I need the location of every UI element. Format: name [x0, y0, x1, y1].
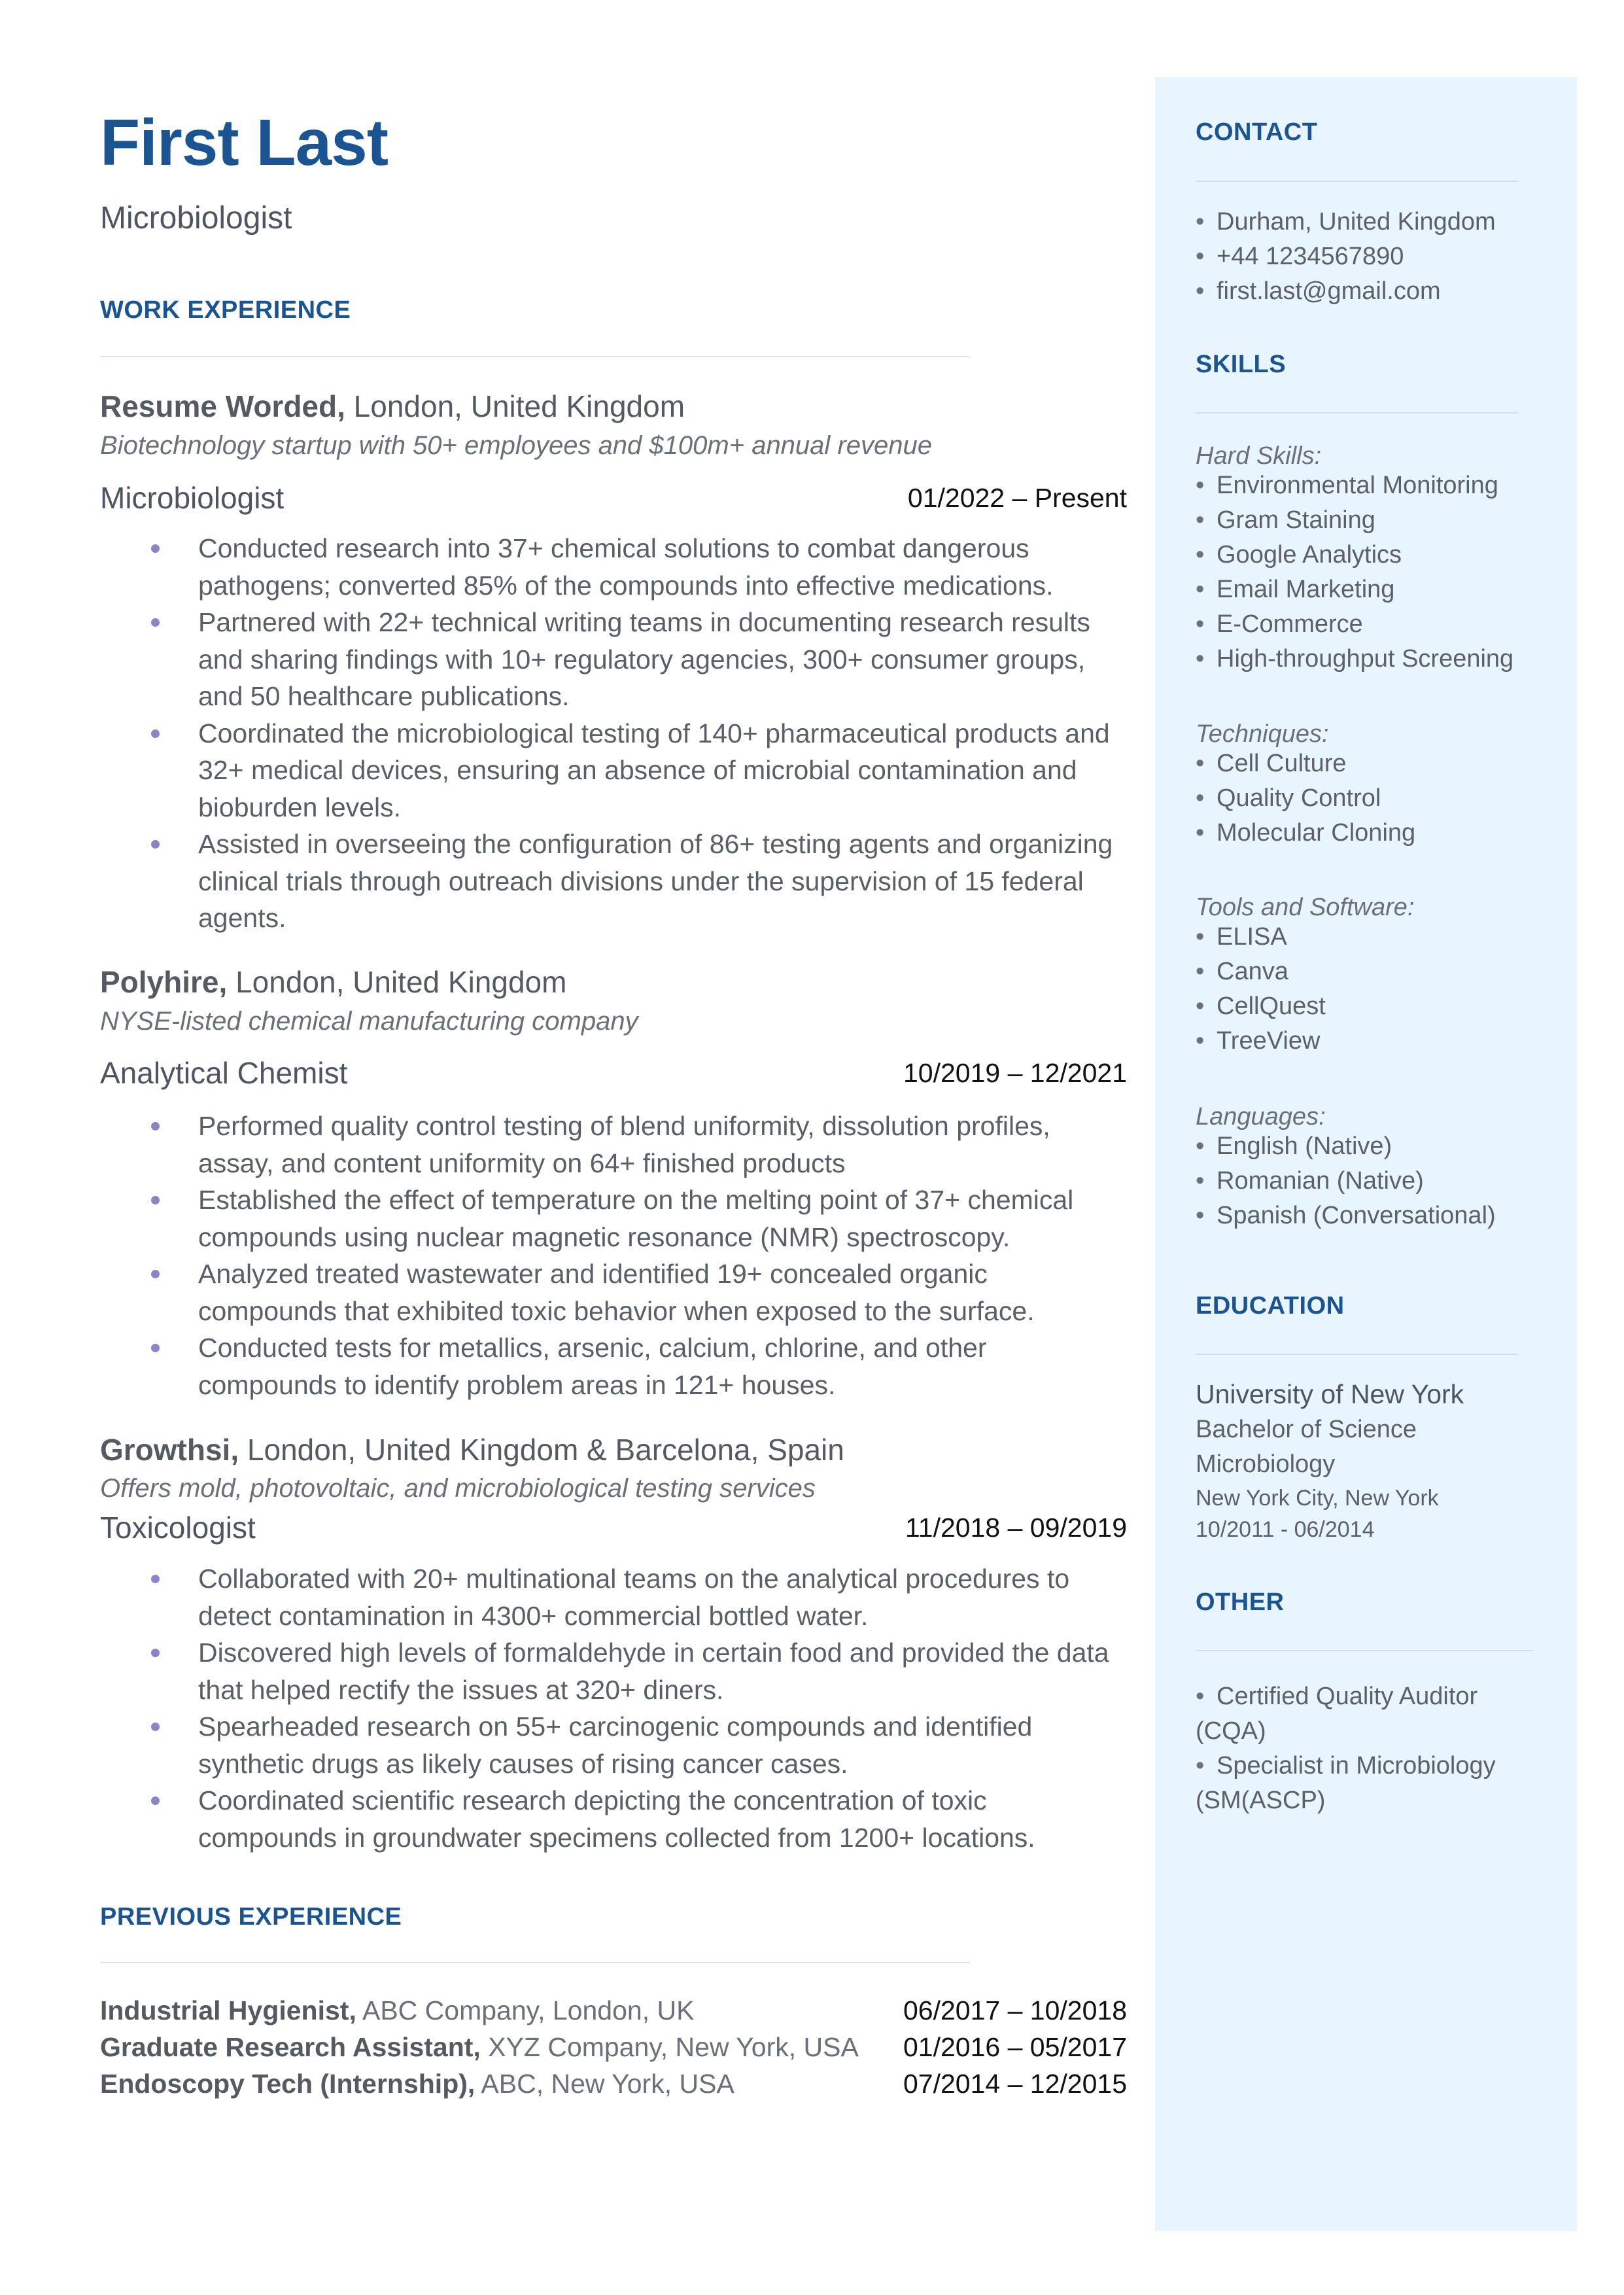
skill-list — [1196, 746, 1415, 850]
list-item: Performed quality control testing of blend uniformity, dissolution profiles, assay, and content uniformity on 64+ finished products — [100, 1108, 1127, 1182]
list-item: Analyzed treated wastewater and identified 19+ concealed organic compounds that exhibited toxic behavior when exposed to the surface. — [100, 1255, 1127, 1329]
company-name: Growthsi, — [100, 1433, 239, 1467]
job-dates: 10/2019 – 12/2021 — [903, 1058, 1127, 1088]
bullet-dot-icon — [151, 544, 160, 553]
list-item: • Specialist in Microbiology — [1196, 1752, 1496, 1779]
previous-org: ABC Company, London, UK — [356, 1995, 695, 2025]
company-description: NYSE-listed chemical manufacturing company — [100, 1007, 638, 1036]
job-dates: 01/2022 – Present — [907, 483, 1127, 513]
list-item: Coordinated scientific research depicting the concentration of toxic compounds in groundwater specimens collected from 1200+ locations. — [100, 1782, 1127, 1856]
list-item: Spearheaded research on 55+ carcinogenic compounds and identified synthetic drugs as likely causes of rising cancer cases. — [100, 1708, 1127, 1782]
job-title: Toxicologist — [100, 1511, 256, 1545]
list-item: Discovered high levels of formaldehyde in certain food and provided the data that helped rectify the issues at 320+ diners. — [100, 1634, 1127, 1708]
previous-role: Graduate Research Assistant, — [100, 2032, 481, 2062]
contact-list — [1196, 205, 1496, 309]
candidate-role: Microbiologist — [100, 201, 292, 236]
previous-org: ABC, New York, USA — [475, 2069, 734, 2099]
skill-list — [1196, 920, 1326, 1059]
section-divider — [1196, 1650, 1533, 1651]
list-item: • Romanian (Native) — [1196, 1167, 1424, 1195]
section-divider — [1196, 181, 1519, 182]
list-item: • ELISA — [1196, 923, 1287, 951]
list-item: • TreeView — [1196, 1027, 1321, 1055]
bullet-dot-icon — [151, 1649, 160, 1657]
contact-phone: • +44 1234567890 — [1196, 243, 1404, 270]
candidate-name: First Last — [100, 106, 389, 179]
contact-location: • Durham, United Kingdom — [1196, 208, 1496, 236]
job-bullets — [100, 1560, 1127, 1856]
education-location: New York City, New York — [1196, 1486, 1439, 1511]
skill-group-label: Languages: — [1196, 1103, 1326, 1130]
job-bullets — [100, 1108, 1127, 1403]
list-item: • Molecular Cloning — [1196, 819, 1416, 847]
education-school: University of New York — [1196, 1379, 1464, 1409]
list-item: • Email Marketing — [1196, 576, 1395, 603]
skill-group-label: Techniques: — [1196, 720, 1329, 748]
bullet-dot-icon — [151, 1575, 160, 1583]
bullet-dot-icon — [151, 1723, 160, 1731]
section-divider — [100, 1962, 970, 1963]
section-divider — [1196, 1354, 1519, 1355]
previous-role: Endoscopy Tech (Internship), — [100, 2069, 475, 2099]
company-description: Biotechnology startup with 50+ employees and $100m+ annual revenue — [100, 431, 932, 460]
skill-group-label: Hard Skills: — [1196, 442, 1322, 470]
section-title-work-experience: WORK EXPERIENCE — [100, 296, 351, 324]
bullet-dot-icon — [151, 1196, 160, 1204]
section-divider — [1196, 412, 1519, 413]
list-item: • Certified Quality Auditor — [1196, 1683, 1478, 1710]
contact-email[interactable]: • first.last@gmail.com — [1196, 277, 1441, 305]
list-item: • High-throughput Screening — [1196, 645, 1514, 673]
list-item: Assisted in overseeing the configuration of 86+ testing agents and organizing clinical trials through outreach divisions under the supervision of 15 federal agents. — [100, 826, 1127, 937]
skill-group-label: Tools and Software: — [1196, 894, 1415, 921]
list-item-continuation: (SM(ASCP) — [1196, 1787, 1326, 1814]
skill-list — [1196, 468, 1513, 676]
sidebar — [1155, 77, 1577, 2231]
bullet-dot-icon — [151, 618, 160, 627]
job-title: Analytical Chemist — [100, 1056, 348, 1090]
list-item: • E-Commerce — [1196, 610, 1363, 638]
section-divider — [100, 356, 970, 357]
list-item: Collaborated with 20+ multinational teams on the analytical procedures to detect contamination in 4300+ commercial bottled water. — [100, 1560, 1127, 1634]
previous-dates: 07/2014 – 12/2015 — [903, 2069, 1127, 2099]
bullet-dot-icon — [151, 840, 160, 849]
bullet-dot-icon — [151, 1270, 160, 1278]
job-bullets — [100, 530, 1127, 937]
previous-dates: 01/2016 – 05/2017 — [903, 2032, 1127, 2062]
previous-experience-row — [100, 2067, 1127, 2100]
previous-dates: 06/2017 – 10/2018 — [903, 1995, 1127, 2025]
list-item: Partnered with 22+ technical writing teams in documenting research results and sharing findings with 10+ regulatory agencies, 300+ consumer groups, and 50 healthcare publications. — [100, 604, 1127, 715]
job-company — [100, 967, 566, 997]
section-title-skills: SKILLS — [1196, 351, 1287, 378]
company-location: London, United Kingdom — [227, 965, 567, 999]
previous-role: Industrial Hygienist, — [100, 1995, 356, 2025]
bullet-dot-icon — [151, 1796, 160, 1805]
company-name: Resume Worded, — [100, 389, 345, 423]
education-field: Microbiology — [1196, 1450, 1336, 1478]
list-item: • Spanish (Conversational) — [1196, 1202, 1496, 1229]
list-item: Coordinated the microbiological testing of 140+ pharmaceutical products and 32+ medical devices, ensuring an absence of microbial contamination and bioburden levels. — [100, 715, 1127, 826]
list-item: Conducted tests for metallics, arsenic, calcium, chlorine, and other compounds to identify problem areas in 121+ houses. — [100, 1329, 1127, 1403]
section-title-education: EDUCATION — [1196, 1292, 1345, 1320]
list-item: • Environmental Monitoring — [1196, 472, 1498, 499]
previous-org: XYZ Company, New York, USA — [480, 2032, 859, 2062]
list-item: • CellQuest — [1196, 992, 1326, 1020]
bullet-dot-icon — [151, 729, 160, 738]
previous-experience-row — [100, 1994, 1127, 2027]
education-dates: 10/2011 - 06/2014 — [1196, 1517, 1375, 1542]
bullet-dot-icon — [151, 1122, 160, 1130]
list-item: • English (Native) — [1196, 1132, 1392, 1160]
list-item-continuation: (CQA) — [1196, 1717, 1266, 1745]
list-item: • Google Analytics — [1196, 541, 1402, 569]
other-list — [1196, 1679, 1496, 1818]
section-title-contact: CONTACT — [1196, 118, 1318, 146]
list-item: Established the effect of temperature on the melting point of 37+ chemical compounds using nuclear magnetic resonance (NMR) spectroscopy. — [100, 1182, 1127, 1255]
company-description: Offers mold, photovoltaic, and microbiological testing services — [100, 1474, 816, 1503]
section-title-other: OTHER — [1196, 1588, 1285, 1616]
list-item: • Canva — [1196, 958, 1288, 985]
job-title: Microbiologist — [100, 481, 285, 515]
job-company — [100, 1435, 844, 1465]
list-item: • Gram Staining — [1196, 506, 1375, 534]
education-degree: Bachelor of Science — [1196, 1416, 1417, 1443]
section-title-previous-experience: PREVIOUS EXPERIENCE — [100, 1903, 402, 1931]
job-dates: 11/2018 – 09/2019 — [905, 1513, 1127, 1543]
list-item: • Cell Culture — [1196, 750, 1347, 777]
company-location: London, United Kingdom — [345, 389, 685, 423]
list-item: • Quality Control — [1196, 784, 1381, 812]
company-location: London, United Kingdom & Barcelona, Spain — [239, 1433, 844, 1467]
list-item: Conducted research into 37+ chemical solutions to combat dangerous pathogens; converted 85% of the compounds into effective medications. — [100, 530, 1127, 604]
previous-experience-row — [100, 2031, 1127, 2063]
bullet-dot-icon — [151, 1344, 160, 1352]
job-company — [100, 391, 685, 421]
skill-list — [1196, 1129, 1496, 1233]
company-name: Polyhire, — [100, 965, 228, 999]
